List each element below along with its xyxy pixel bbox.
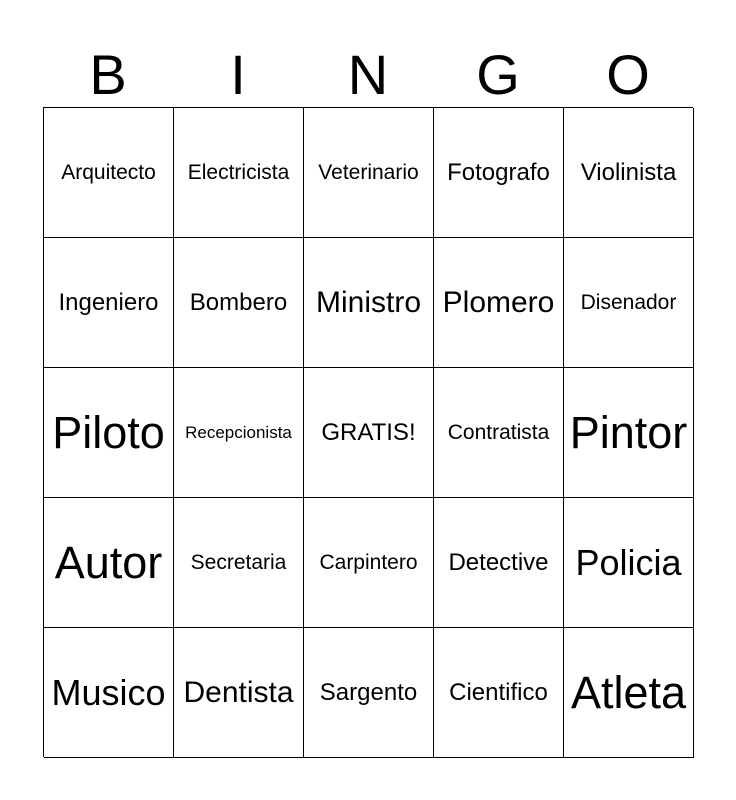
bingo-cell[interactable]: Sargento bbox=[304, 628, 434, 758]
bingo-cell[interactable]: Violinista bbox=[564, 108, 694, 238]
bingo-cell[interactable]: Contratista bbox=[434, 368, 564, 498]
bingo-cell[interactable]: Cientifico bbox=[434, 628, 564, 758]
header-letter-n: N bbox=[347, 43, 389, 106]
bingo-cell[interactable]: Dentista bbox=[174, 628, 304, 758]
bingo-card-grid bbox=[43, 107, 693, 757]
header-letter-i: I bbox=[230, 43, 246, 106]
bingo-cell[interactable]: Atleta bbox=[564, 628, 694, 758]
bingo-cell[interactable]: Bombero bbox=[174, 238, 304, 368]
bingo-cell[interactable]: Musico bbox=[44, 628, 174, 758]
bingo-cell[interactable]: Secretaria bbox=[174, 498, 304, 628]
bingo-cell[interactable]: Disenador bbox=[564, 238, 694, 368]
bingo-cell[interactable]: Piloto bbox=[44, 368, 174, 498]
bingo-cell[interactable]: Recepcionista bbox=[174, 368, 304, 498]
header-letter-g: G bbox=[476, 43, 520, 106]
bingo-cell[interactable]: Veterinario bbox=[304, 108, 434, 238]
bingo-cell[interactable]: Policia bbox=[564, 498, 694, 628]
header-letter-o: O bbox=[606, 43, 650, 106]
bingo-free-space[interactable]: GRATIS! bbox=[304, 368, 434, 498]
bingo-cell[interactable]: Electricista bbox=[174, 108, 304, 238]
bingo-cell[interactable]: Ingeniero bbox=[44, 238, 174, 368]
bingo-cell[interactable]: Ministro bbox=[304, 238, 434, 368]
bingo-cell[interactable]: Fotografo bbox=[434, 108, 564, 238]
bingo-cell[interactable]: Arquitecto bbox=[44, 108, 174, 238]
bingo-cell[interactable]: Detective bbox=[434, 498, 564, 628]
bingo-cell[interactable]: Carpintero bbox=[304, 498, 434, 628]
bingo-header bbox=[43, 44, 693, 106]
bingo-cell[interactable]: Pintor bbox=[564, 368, 694, 498]
bingo-cell[interactable]: Plomero bbox=[434, 238, 564, 368]
header-letter-b: B bbox=[89, 43, 127, 106]
bingo-cell[interactable]: Autor bbox=[44, 498, 174, 628]
